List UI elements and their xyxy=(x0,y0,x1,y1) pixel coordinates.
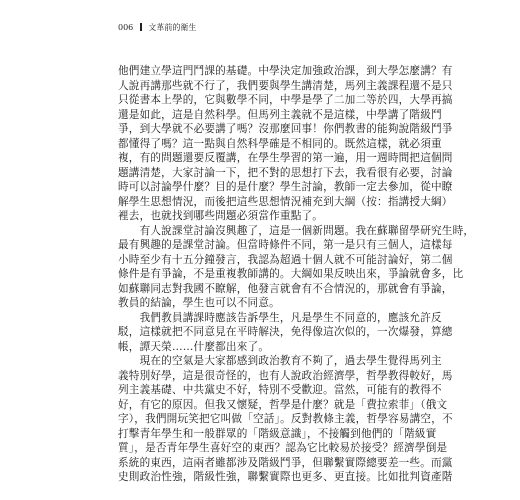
text-line: 裡去，也就找到哪些問題必須當作重點了。 xyxy=(118,210,324,222)
text-line: 有人說課堂討論沒興趣了，這是一個新問題。我在蘇聯留學研究生時， xyxy=(118,224,475,237)
text-line: 小時至少有十五分鐘發言，我認為超過十個人就不可能討論好，第二個 xyxy=(118,253,453,266)
header-divider-bar xyxy=(140,23,142,31)
text-line: 條件是有爭論，不是重複教師講的。大綱如果反映出來，爭論就會多，比 xyxy=(118,268,464,280)
text-line: 如蘇聯同志對我國不瞭解，他發言就會有不合情況的，那就會有爭論， xyxy=(118,282,453,295)
text-line: 帳，譚天榮……什麼都出來了。 xyxy=(118,340,270,353)
body-text xyxy=(118,64,475,485)
text-line: 列主義基礎、中共黨史不好，特別不受歡迎。當然，可能有的教得不 xyxy=(118,384,442,396)
text-line: 我們教員講課時應該告訴學生，凡是學生不同意的，應該允許反 xyxy=(118,311,442,324)
text-line: 只從書本上學的，它與數學不同，中學是學了二加二等於四，大學再搞 xyxy=(118,94,453,106)
text-line: 都懂得了嗎？這一點與自然科學確是不相同的。既然這樣，就必須重 xyxy=(118,137,442,150)
text-line: 還是如此，這是自然科學。但馬列主義就不是這樣，中學講了階級鬥 xyxy=(118,108,442,121)
text-line: 解學生思想情況，而後把這些思想情況補充到大綱（按：指講授大綱） xyxy=(118,195,453,208)
text-line: 質」，是否青年學生喜好空的東西？認為它比較易於接受？經濟學倒是 xyxy=(118,442,448,454)
text-line: 義特別好學，這是很奇怪的，也有人說政治經濟學，哲學教得較好，馬 xyxy=(118,369,453,382)
text-line: 爭，到大學就不必要講了嗎？沒那麼回事！你們教書的能夠說階級鬥爭 xyxy=(118,123,453,135)
running-header xyxy=(118,23,196,33)
text-line: 系統的東西，這兩者雖都涉及階級鬥爭，但聯繫實際總要差一些。而黨 xyxy=(118,456,453,469)
text-line: 現在的空氣是大家都感到政治教育不夠了，過去學生覺得馬列主 xyxy=(118,355,442,367)
text-line: 字），我們開玩笑把它叫做「空話」。反對教條主義，哲學容易講空，不 xyxy=(118,413,453,425)
text-line: 打擊青年學生和一般群眾的「階級意識」，不接觸到他們的「階級實 xyxy=(118,427,437,440)
text-line: 好，有它的原因。但我又懷疑，哲學是什麼？就是「費拉索菲」（俄文 xyxy=(118,398,448,411)
text-line: 複，有的問題還要反覆講，在學生學習的第一遍，用一週時間把這個問 xyxy=(118,152,453,164)
text-line: 他們建立學這門鬥課的基礎。中學決定加強政治課，到大學怎麼講？有 xyxy=(118,65,453,77)
text-line: 時可以討論學什麼？目的是什麼？學生討論，教師一定去參加，從中瞭 xyxy=(118,181,453,193)
page-number: 006 xyxy=(118,23,134,32)
running-title: 文革前的衛生 xyxy=(148,23,197,32)
text-line: 題講清楚，大家討論一下，把不對的思想打下去，我看很有必要，討論 xyxy=(118,166,453,179)
text-line: 教員的結論，學生也可以不同意。 xyxy=(118,297,280,309)
text-line: 駁，這樣就把不同意見在平時解決，免得像這次似的，一次爆發，算總 xyxy=(118,326,453,338)
text-line: 人說再講那些就不行了，我們要與學生講清楚，馬列主義課程還不是只 xyxy=(118,79,453,92)
text-line: 最有興趣的是課堂討論。但當時條件不同，第一是只有三個人，這樣每 xyxy=(118,239,453,251)
text-line: 史則政治性強，階級性強，聯繫實際也更多、更直接。比如批判資產階 xyxy=(118,471,453,483)
